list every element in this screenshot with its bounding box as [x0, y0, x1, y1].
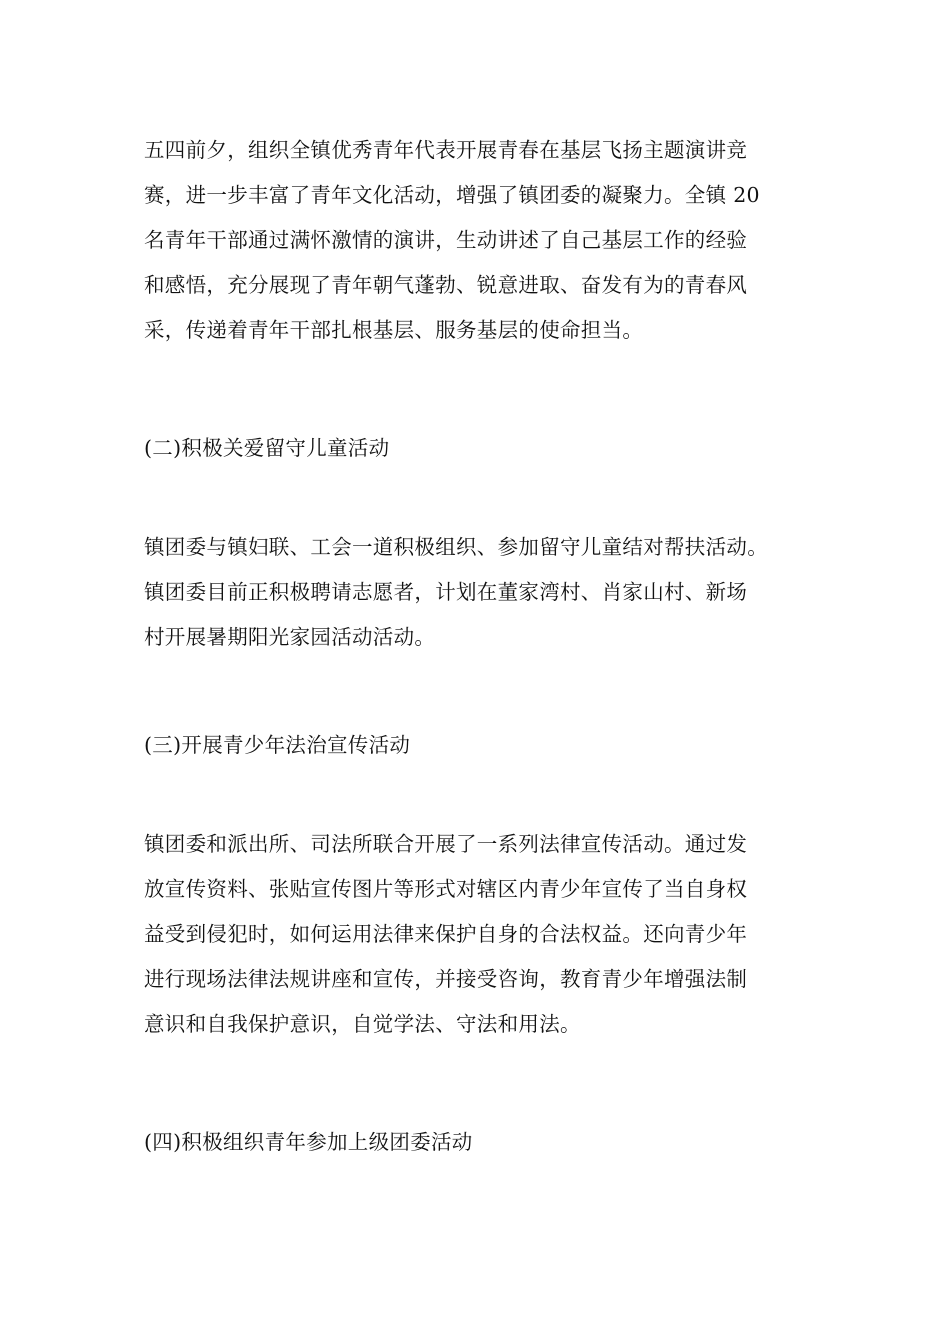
paragraph-line: 村开展暑期阳光家园活动活动。	[144, 625, 436, 649]
paragraph-legal-education	[144, 822, 844, 1047]
paragraph-line: 镇团委与镇妇联、工会一道积极组织、参加留守儿童结对帮扶活动。	[144, 535, 768, 559]
paragraph-line: 进行现场法律法规讲座和宣传，并接受咨询，教育青少年增强法制	[144, 967, 748, 991]
paragraph-line: 意识和自我保护意识，自觉学法、守法和用法。	[144, 1012, 581, 1036]
section-heading-youth-activities	[144, 1120, 844, 1165]
paragraph-speech-contest	[144, 128, 844, 353]
paragraph-line: 五四前夕，组织全镇优秀青年代表开展青春在基层飞扬主题演讲竞	[144, 138, 748, 162]
section-heading: (三)开展青少年法治宣传活动	[144, 733, 411, 757]
paragraph-left-behind-children	[144, 525, 844, 660]
paragraph-line: 放宣传资料、张贴宣传图片等形式对辖区内青少年宣传了当自身权	[144, 877, 748, 901]
paragraph-line: 镇团委目前正积极聘请志愿者，计划在董家湾村、肖家山村、新场	[144, 580, 748, 604]
section-heading-legal-education	[144, 723, 844, 768]
section-heading: (二)积极关爱留守儿童活动	[144, 436, 390, 460]
paragraph-line: 赛，进一步丰富了青年文化活动，增强了镇团委的凝聚力。全镇 20	[144, 183, 760, 207]
section-heading-left-behind-children	[144, 426, 844, 471]
paragraph-line: 采，传递着青年干部扎根基层、服务基层的使命担当。	[144, 318, 644, 342]
paragraph-line: 益受到侵犯时，如何运用法律来保护自身的合法权益。还向青少年	[144, 922, 748, 946]
paragraph-line: 名青年干部通过满怀激情的演讲，生动讲述了自己基层工作的经验	[144, 228, 748, 252]
paragraph-line: 镇团委和派出所、司法所联合开展了一系列法律宣传活动。通过发	[144, 832, 748, 856]
paragraph-line: 和感悟，充分展现了青年朝气蓬勃、锐意进取、奋发有为的青春风	[144, 273, 748, 297]
section-heading: (四)积极组织青年参加上级团委活动	[144, 1130, 473, 1154]
